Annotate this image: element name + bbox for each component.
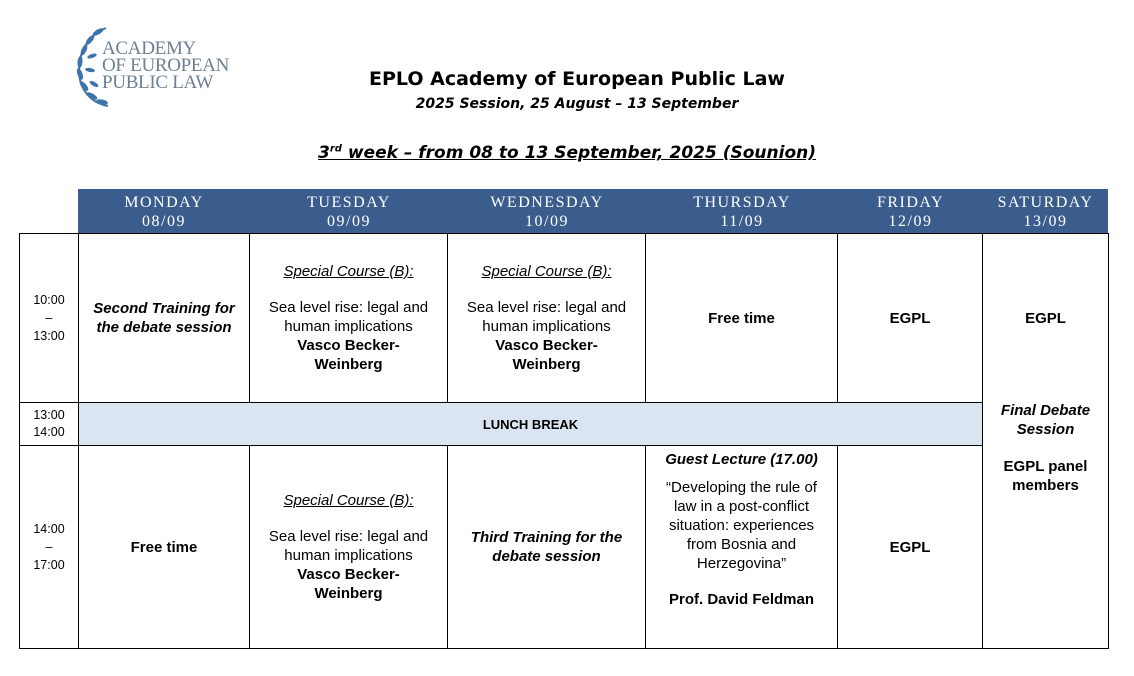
- time-start: 10:00: [33, 293, 65, 307]
- lunch-break-row: [78, 402, 983, 446]
- day-header-tuesday: [250, 189, 448, 233]
- week-number: 3: [317, 143, 330, 163]
- time-slot-lunch: [19, 402, 79, 446]
- day-name: WEDNESDAY: [490, 194, 604, 211]
- week-heading: [0, 143, 1134, 163]
- day-date: 08/09: [142, 213, 186, 230]
- event-title: EGPL: [1025, 310, 1066, 327]
- event-title: Third Training for the debate session: [470, 529, 623, 565]
- event-title: Second Training for the debate session: [93, 300, 235, 336]
- course-topic: Sea level rise: legal and human implications: [268, 299, 429, 335]
- day-header-friday: [838, 189, 983, 233]
- day-name: FRIDAY: [876, 194, 945, 211]
- time-dash: –: [45, 540, 53, 554]
- week-ordinal: rd: [329, 143, 342, 155]
- course-topic: Sea level rise: legal and human implications: [466, 299, 627, 335]
- course-topic: Sea level rise: legal and human implications: [268, 528, 429, 564]
- day-header-wednesday: [448, 189, 646, 233]
- day-header-thursday: [646, 189, 838, 233]
- day-date: 10/09: [525, 213, 569, 230]
- time-start: 14:00: [33, 522, 65, 536]
- page-subtitle: 2025 Session, 25 August – 13 September: [415, 96, 739, 112]
- time-end: 17:00: [33, 558, 65, 572]
- time-end: 13:00: [33, 329, 65, 343]
- course-label: Special Course (B):: [283, 263, 414, 280]
- day-name: MONDAY: [124, 194, 204, 211]
- cell-monday-afternoon: [78, 445, 250, 649]
- lecturer-name: Vasco Becker-Weinberg: [495, 337, 598, 373]
- week-range: week – from 08 to 13 September, 2025 (Sounion): [341, 143, 816, 163]
- logo-line-1: ACADEMY: [102, 38, 196, 59]
- guest-lecture-heading: Guest Lecture (17.00): [665, 451, 818, 468]
- page-title: EPLO Academy of European Public Law: [369, 68, 785, 90]
- cell-saturday: [982, 233, 1109, 649]
- day-date: 13/09: [1023, 213, 1068, 230]
- day-name: TUESDAY: [307, 194, 391, 211]
- time-start: 13:00: [33, 408, 65, 422]
- day-date: 12/09: [888, 213, 933, 230]
- guest-speaker: Prof. David Feldman: [668, 591, 815, 608]
- time-slot-morning: [19, 233, 79, 403]
- cell-friday-morning: [837, 233, 983, 403]
- day-header-monday: [78, 189, 250, 233]
- event-title: Free time: [708, 309, 775, 327]
- panel-members: EGPL panel members: [1003, 458, 1088, 494]
- cell-thursday-afternoon: [645, 445, 838, 649]
- cell-tuesday-morning: [249, 233, 448, 403]
- cell-thursday-morning: [645, 233, 838, 403]
- cell-monday-morning: [78, 233, 250, 403]
- cell-friday-afternoon: [837, 445, 983, 649]
- day-name: THURSDAY: [693, 194, 791, 211]
- lecturer-name: Vasco Becker-Weinberg: [297, 566, 400, 602]
- event-title: EGPL: [889, 309, 931, 327]
- cell-tuesday-afternoon: [249, 445, 448, 649]
- logo-line-3: PUBLIC LAW: [102, 72, 214, 93]
- course-label: Special Course (B):: [283, 492, 414, 509]
- lunch-label: LUNCH BREAK: [482, 416, 579, 432]
- final-debate-title: Final Debate Session: [1000, 402, 1091, 438]
- logo-line-2: OF EUROPEAN: [102, 55, 230, 76]
- cell-wednesday-morning: [447, 233, 646, 403]
- course-label: Special Course (B):: [481, 263, 612, 280]
- lecturer-name: Vasco Becker-Weinberg: [297, 337, 400, 373]
- guest-lecture-talk: “Developing the rule of law in a post-conflict situation: experiences from Bosnia and Herzegovina”: [666, 479, 817, 572]
- day-date: 09/09: [327, 213, 371, 230]
- event-title: Free time: [130, 538, 198, 556]
- time-end: 14:00: [33, 425, 65, 439]
- day-name: SATURDAY: [997, 194, 1094, 211]
- day-header-saturday: [983, 189, 1108, 233]
- event-title: EGPL: [889, 538, 931, 556]
- time-dash: –: [45, 311, 53, 325]
- cell-wednesday-afternoon: [447, 445, 646, 649]
- day-date: 11/09: [720, 213, 764, 230]
- time-slot-afternoon: [19, 445, 79, 649]
